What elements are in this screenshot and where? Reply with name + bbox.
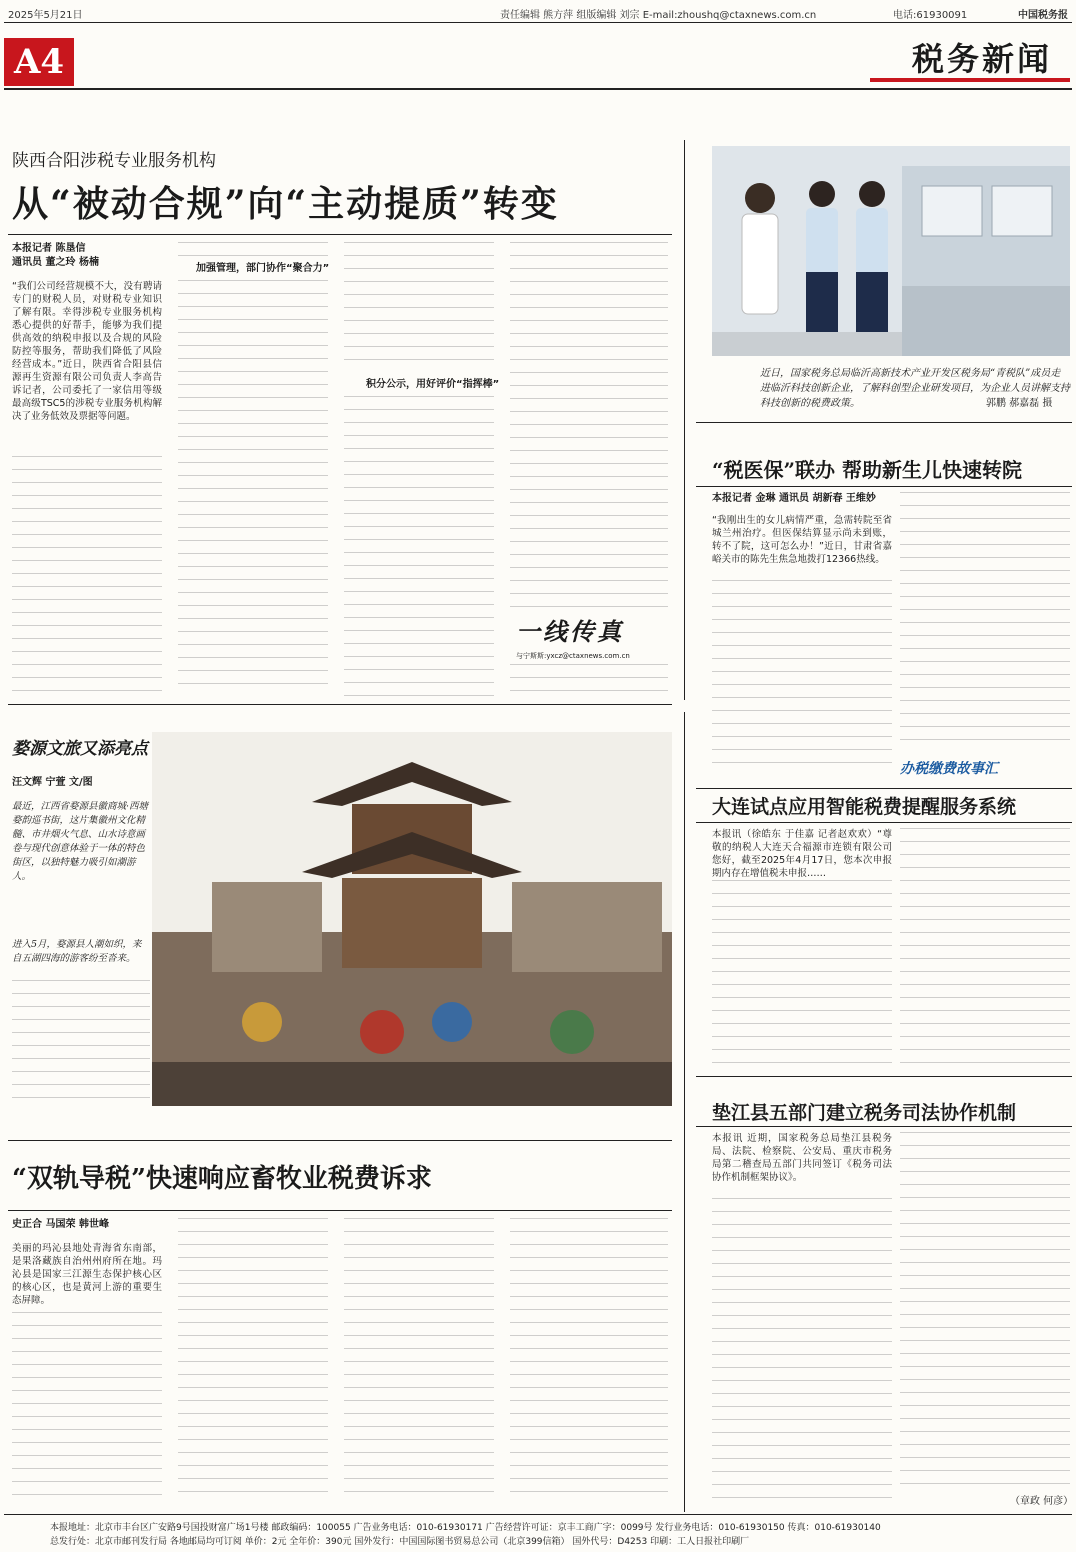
footer-rule bbox=[4, 1514, 1072, 1515]
editor-info: 责任编辑 熊方萍 组版编辑 刘宗 E-mail:zhoushq@ctaxnews.com.cn bbox=[500, 10, 817, 21]
lead-paragraph: “我们公司经营规模不大，没有聘请专门的财税人员，对财税专业知识了解有限。幸得涉税专业服务机构悉心提供的好帮手，能够为我们提供高效的纳税申报以及合规的风险防控等服务，帮助我们降低了风险经营成本。”近日，陕西省合阳县信源再生资源有限公司负责人李高告诉记者，公司委托了一家信用等级最高级TSC5的涉税专业服务机构解决了业务低效及票据等问题。 bbox=[12, 281, 162, 422]
rule-baby-head bbox=[696, 486, 1072, 487]
baby-col1-text bbox=[712, 580, 892, 774]
dalian-headline: 大连试点应用智能税费提醒服务系统 bbox=[712, 796, 1017, 818]
issue-date: 2025年5月21日 bbox=[8, 10, 83, 21]
dianjiang-paragraph: 本报讯 近期，国家税务总局垫江县税务局、法院、检察院、公安局、重庆市税务局第二稽查局五部门共同签订《税务司法协作机制框架协议》。 bbox=[712, 1133, 892, 1183]
page-number: A4 bbox=[4, 38, 74, 86]
wuyuan-scene-illustration bbox=[152, 732, 672, 1106]
lead-byline-correspondents: 通讯员 董之玲 杨楠 bbox=[12, 257, 99, 268]
photo-tax-visit-credit: 郭鹏 郝嘉磊 摄 bbox=[986, 398, 1053, 409]
dianjiang-headline: 垫江县五部门建立税务司法协作机制 bbox=[712, 1102, 1017, 1124]
photo-wuyuan-festival bbox=[152, 732, 672, 1106]
lead-col2-text-top bbox=[178, 242, 328, 256]
livestock-col3-text bbox=[344, 1218, 494, 1504]
lead-subhead-1: 加强管理，部门协作“聚合力” bbox=[196, 263, 330, 274]
lead-col4-text bbox=[510, 242, 668, 608]
livestock-headline: “双轨导税”快速响应畜牧业税费诉求 bbox=[12, 1164, 432, 1194]
dianjiang-col1-text bbox=[712, 1198, 892, 1506]
column-logo-title: 一线传真 bbox=[516, 617, 624, 646]
lab-scene-illustration bbox=[712, 146, 1070, 356]
lead-byline-reporter: 本报记者 陈垦信 bbox=[12, 243, 86, 254]
lead-col3-text-top bbox=[344, 242, 494, 372]
wuyuan-title: 婺源文旅又添亮点 bbox=[12, 739, 148, 759]
story-collection-title: 办税缴费故事汇 bbox=[900, 761, 998, 777]
dianjiang-signoff: （章政 何彦） bbox=[1010, 1496, 1074, 1507]
lead-subhead-2: 积分公示，用好评价“指挥棒” bbox=[366, 379, 500, 390]
lead-col4-text-bottom bbox=[510, 664, 668, 696]
vertical-rule-bottom bbox=[684, 712, 685, 1512]
rule-livestock-top bbox=[8, 1140, 672, 1141]
section-title: 税务新闻 bbox=[911, 40, 1052, 78]
livestock-paragraph: 美丽的玛沁县地处青海省东南部，是果洛藏族自治州州府所在地。玛沁县是国家三江源生态保护核心区的核心区，也是黄河上游的重要生态屏障。 bbox=[12, 1243, 162, 1306]
rule-right-1 bbox=[696, 422, 1072, 423]
lead-head-rule bbox=[8, 234, 672, 235]
wuyuan-caption-2: 进入5月，婺源县人潮如织，来自五湖四海的游客纷至沓来。 bbox=[12, 939, 142, 964]
photo-tax-visit-caption: 近日，国家税务总局临沂高新技术产业开发区税务局“青税队”成员走进临沂科技创新企业，了解科创型企业研发项目，为企业人员讲解支持科技创新的税费政策。 bbox=[760, 368, 1070, 409]
baby-col2-text bbox=[900, 492, 1070, 748]
newspaper-name: 中国税务报 bbox=[1018, 10, 1068, 21]
baby-story-headline: “税医保”联办 帮助新生儿快速转院 bbox=[712, 458, 1022, 482]
rule-right-2 bbox=[696, 788, 1072, 789]
dalian-paragraph: 本报讯（徐皓东 于佳嘉 记者赵欢欢）“尊敬的纳税人大连天合福源市连锁有限公司您好，截至2025年4月17日，您本次申报期内存在增值税未申报…… bbox=[712, 829, 892, 879]
wuyuan-byline: 汪文辉 宁萱 文/图 bbox=[12, 777, 93, 788]
wuyuan-caption-1: 最近，江西省婺源县徽商城·西塘婺韵巡书街，这片集徽州文化精髓、市井烟火气息、山水诗意画卷与现代创意体验于一体的特色街区，以独特魅力吸引如潮游人。 bbox=[12, 801, 149, 882]
baby-story-paragraph: “我刚出生的女儿病情严重，急需转院至省城兰州治疗。但医保结算显示尚未到账，转不了院，这可怎么办！”近日，甘肃省嘉峪关市的陈先生焦急地拨打12366热线。 bbox=[712, 515, 892, 565]
livestock-col4-text bbox=[510, 1218, 668, 1504]
livestock-col1-text bbox=[12, 1312, 162, 1504]
lead-col3-text bbox=[344, 396, 494, 696]
vertical-rule-top bbox=[684, 140, 685, 700]
lead-col2-text bbox=[178, 280, 328, 696]
rule-dianjiang-head bbox=[696, 1126, 1072, 1127]
footer-address: 本报地址：北京市丰台区广安路9号国投财富广场1号楼 邮政编码：100055 广告业务电话：010-61930171 广告经营许可证：京丰工商广字：0099号 发行业务电话：010-61930150 传真：010-61930140 bbox=[50, 1523, 881, 1533]
rule-livestock-head bbox=[8, 1210, 672, 1211]
masthead-rule bbox=[4, 88, 1072, 90]
photo-tax-visit bbox=[712, 146, 1070, 356]
column-logo-contact: 与宁斯斯:yxcz@ctaxnews.com.cn bbox=[516, 652, 630, 660]
livestock-col2-text bbox=[178, 1218, 328, 1504]
rule-dalian-head bbox=[696, 822, 1072, 823]
livestock-byline: 史正合 马国荣 韩世峰 bbox=[12, 1219, 109, 1230]
wuyuan-caption-more bbox=[12, 980, 150, 1100]
rule-right-3 bbox=[696, 1076, 1072, 1077]
lead-headline: 从“被动合规”向“主动提质”转变 bbox=[12, 183, 559, 225]
dianjiang-col2-text bbox=[900, 1132, 1070, 1492]
story-collection-banner bbox=[900, 758, 1070, 786]
dalian-col1-text bbox=[712, 880, 892, 1066]
top-rule bbox=[4, 22, 1072, 23]
column-logo bbox=[516, 612, 666, 664]
lead-kicker: 陕西合阳涉税专业服务机构 bbox=[12, 151, 216, 171]
footer-distribution: 总发行处：北京市邮刊发行局 各地邮局均可订阅 单价：2元 全年价：390元 国外发行：中国国际图书贸易总公司（北京399信箱） 国外代号：D4253 印刷：工人日报社印刷厂 bbox=[50, 1537, 750, 1547]
lead-col1-text bbox=[12, 456, 162, 696]
dalian-col2-text bbox=[900, 828, 1070, 1066]
baby-story-byline: 本报记者 金琳 通讯员 胡新春 王维妙 bbox=[712, 493, 876, 504]
rule-mid-top bbox=[8, 704, 672, 705]
masthead-accent-bar bbox=[870, 78, 1070, 82]
phone-number: 电话:61930091 bbox=[893, 10, 968, 21]
